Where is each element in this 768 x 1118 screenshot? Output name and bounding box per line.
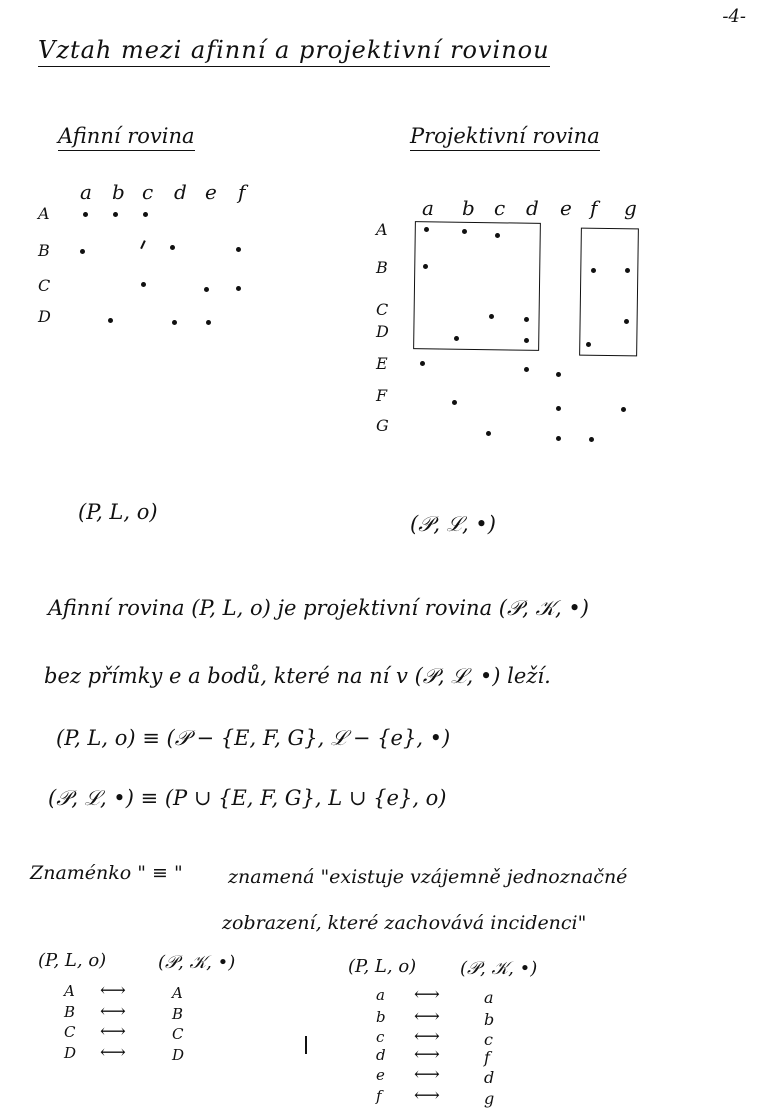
projective-col-label: e	[560, 196, 572, 220]
page-title: Vztah mezi afinní a projektivní rovinou	[38, 36, 550, 67]
map-right-line: b	[484, 1010, 495, 1029]
extra-line-box	[579, 228, 639, 357]
map-arrow: ⟷	[414, 1085, 440, 1106]
projective-row-label: C	[376, 300, 389, 319]
projective-col-label: c	[494, 196, 506, 220]
map-arrow: ⟷	[414, 1044, 440, 1065]
incidence-dot	[556, 406, 561, 411]
affine-part-box	[413, 221, 541, 351]
divider-mark	[305, 1036, 307, 1054]
meaning-line-2: zobrazení, které zachovává incidenci"	[222, 912, 587, 934]
incidence-dot	[141, 282, 146, 287]
incidence-dot	[170, 245, 175, 250]
map-arrow: ⟷	[414, 984, 440, 1005]
incidence-dot	[206, 320, 211, 325]
projective-row-label: A	[376, 220, 388, 239]
incidence-dot	[621, 407, 626, 412]
incidence-dot	[80, 249, 85, 254]
map-left-line: e	[376, 1066, 385, 1084]
affine-col-label: b	[112, 180, 125, 204]
map-right-point: C	[172, 1025, 184, 1043]
incidence-dot	[236, 247, 241, 252]
map-right-line: g	[484, 1089, 495, 1108]
incidence-dot	[143, 212, 148, 217]
map-left-point: B	[64, 1003, 76, 1021]
equation-2: (𝒫, ℒ, •) ≡ (P ∪ {E, F, G}, L ∪ {e}, o)	[48, 786, 447, 810]
projective-col-label: b	[462, 196, 475, 220]
paragraph-line-1: Afinní rovina (P, L, o) je projektivní rovina (𝒫, 𝒦, •)	[48, 596, 589, 620]
lines-map-left-header: (P, L, o)	[348, 956, 417, 977]
affine-col-label: f	[238, 180, 246, 204]
map-left-point: D	[64, 1044, 77, 1062]
map-right-line: f	[484, 1048, 490, 1067]
map-right-point: A	[172, 984, 183, 1002]
incidence-dot	[420, 361, 425, 366]
map-arrow: ⟷	[100, 1042, 126, 1063]
incidence-dot	[556, 372, 561, 377]
map-left-point: A	[64, 982, 75, 1000]
lines-map-right-header: (𝒫, 𝒦, •)	[460, 958, 538, 979]
map-arrow: ⟷	[100, 980, 126, 1001]
map-left-point: C	[64, 1023, 76, 1041]
affine-notation: (P, L, o)	[78, 500, 158, 524]
affine-col-label: d	[174, 180, 187, 204]
incidence-dot	[113, 212, 118, 217]
projective-row-label: G	[376, 416, 389, 435]
projective-notation: (𝒫, ℒ, •)	[410, 512, 496, 536]
meaning-line-1: znamená "existuje vzájemně jednoznačné	[228, 866, 628, 888]
projective-heading: Projektivní rovina	[410, 124, 600, 151]
affine-col-label: c	[142, 180, 154, 204]
map-arrow: ⟷	[414, 1006, 440, 1027]
incidence-dot	[524, 367, 529, 372]
incidence-dot	[172, 320, 177, 325]
incidence-dot	[236, 286, 241, 291]
equation-1: (P, L, o) ≡ (𝒫 − {E, F, G}, ℒ − {e}, •)	[56, 726, 451, 750]
map-right-point: B	[172, 1005, 184, 1023]
projective-col-label: d	[526, 196, 539, 220]
affine-col-label: e	[205, 180, 217, 204]
incidence-dot	[589, 437, 594, 442]
points-map-left-header: (P, L, o)	[38, 950, 107, 971]
map-right-line: a	[484, 988, 494, 1007]
map-right-point: D	[172, 1046, 185, 1064]
affine-col-label: a	[80, 180, 92, 204]
affine-heading: Afinní rovina	[58, 124, 195, 151]
map-left-line: b	[376, 1008, 386, 1026]
map-left-line: c	[376, 1028, 385, 1046]
incidence-dot	[83, 212, 88, 217]
affine-row-label: B	[38, 241, 50, 260]
map-arrow: ⟷	[100, 1021, 126, 1042]
incidence-dot	[452, 400, 457, 405]
projective-row-label: E	[376, 354, 388, 373]
map-arrow: ⟷	[100, 1001, 126, 1022]
map-right-line: c	[484, 1030, 493, 1049]
points-map-right-header: (𝒫, 𝒦, •)	[158, 952, 236, 973]
affine-row-label: D	[38, 307, 51, 326]
map-left-line: d	[376, 1046, 386, 1064]
page-number: -4-	[722, 6, 746, 27]
projective-col-label: f	[590, 196, 598, 220]
paragraph-line-2: bez přímky e a bodů, které na ní v (𝒫, ℒ, •) leží.	[44, 664, 551, 688]
projective-row-label: D	[376, 322, 389, 341]
affine-row-label: C	[38, 276, 51, 295]
affine-row-label: A	[38, 204, 50, 223]
incidence-dot	[486, 431, 491, 436]
map-left-line: f	[376, 1087, 382, 1105]
incidence-dot	[108, 318, 113, 323]
projective-row-label: B	[376, 258, 388, 277]
map-arrow: ⟷	[414, 1064, 440, 1085]
meaning-label: Znaménko " ≡ "	[30, 862, 183, 884]
projective-col-label: a	[422, 196, 434, 220]
projective-row-label: F	[376, 386, 388, 405]
map-arrow: ⟷	[414, 1026, 440, 1047]
projective-col-label: g	[624, 196, 637, 220]
stray-mark	[140, 240, 145, 249]
incidence-dot	[204, 287, 209, 292]
incidence-dot	[556, 436, 561, 441]
map-left-line: a	[376, 986, 385, 1004]
map-right-line: d	[484, 1068, 495, 1087]
